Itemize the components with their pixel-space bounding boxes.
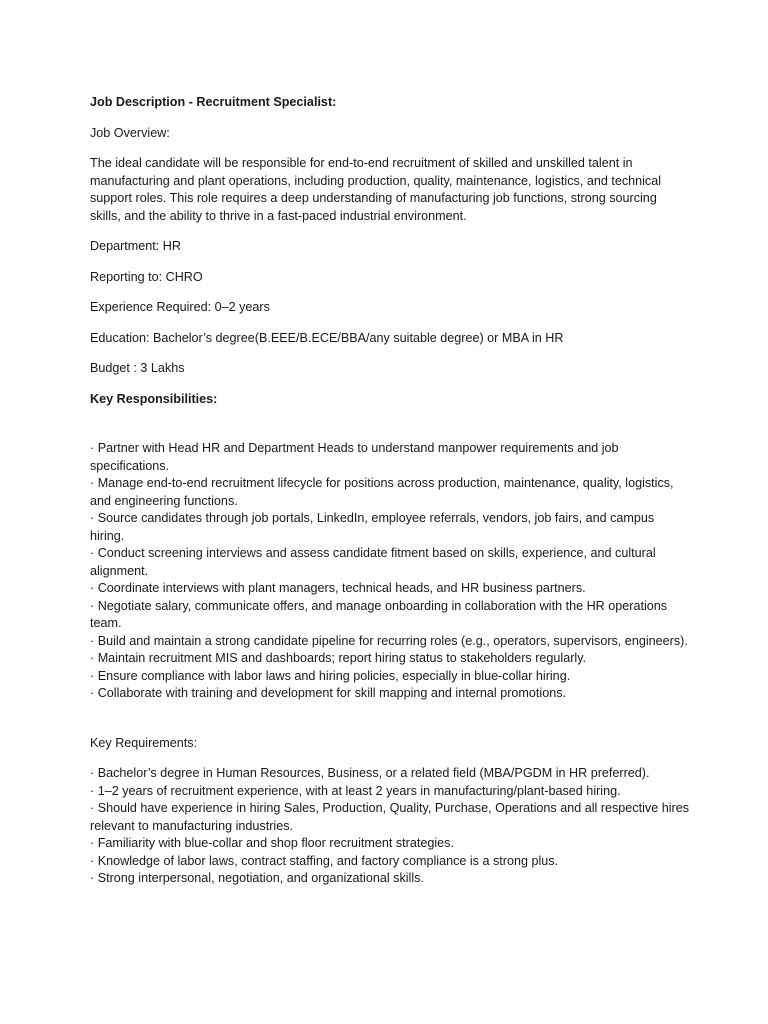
list-item: · Manage end-to-end recruitment lifecycle for positions across production, maintenance, quality, logistics, and engineering functions. <box>90 476 674 508</box>
list-item: · Negotiate salary, communicate offers, and manage onboarding in collaboration with the HR operations team. <box>90 598 668 630</box>
education-line: Education: Bachelor’s degree(B.EEE/B.ECE/BBA/any suitable degree) or MBA in HR <box>90 330 564 345</box>
requirements-list <box>90 765 690 888</box>
list-item: · Coordinate interviews with plant managers, technical heads, and HR business partners. <box>90 581 586 595</box>
list-item: · Knowledge of labor laws, contract staffing, and factory compliance is a strong plus. <box>90 853 559 868</box>
list-item: · Maintain recruitment MIS and dashboards; report hiring status to stakeholders regularly. <box>90 651 587 665</box>
document-page <box>90 94 690 888</box>
list-item: · Bachelor’s degree in Human Resources, Business, or a related field (MBA/PGDM in HR preferred). <box>90 766 650 780</box>
list-item: · Strong interpersonal, negotiation, and organizational skills. <box>90 871 424 885</box>
overview-text: The ideal candidate will be responsible for end-to-end recruitment of skilled and unskilled talent in manufacturing and plant operations, including production, quality, maintenance, logistics, and technical support roles. This role requires a deep understanding of manufacturing job functions, strong sourcing skills, and the ability to thrive in a fast-paced industrial environment. <box>90 156 662 223</box>
list-item: · Source candidates through job portals, LinkedIn, employee referrals, vendors, job fairs, and campus hiring. <box>90 511 655 543</box>
experience-line: Experience Required: 0–2 years <box>90 300 270 314</box>
list-item: · Build and maintain a strong candidate pipeline for recurring roles (e.g., operators, supervisors, engineers). <box>90 633 688 648</box>
list-item: · Should have experience in hiring Sales, Production, Quality, Purchase, Operations and all respective hires relevant to manufacturing industries. <box>90 801 689 833</box>
responsibilities-heading: Key Responsibilities: <box>90 391 218 406</box>
requirements-heading: Key Requirements: <box>90 735 198 750</box>
list-item: · Ensure compliance with labor laws and hiring policies, especially in blue-collar hiring. <box>90 668 571 683</box>
list-item: · 1–2 years of recruitment experience, with at least 2 years in manufacturing/plant-based hiring. <box>90 783 621 798</box>
department-line: Department: HR <box>90 239 181 253</box>
document-title: Job Description - Recruitment Specialist: <box>90 95 337 109</box>
budget-line: Budget : 3 Lakhs <box>90 361 185 375</box>
list-item: · Familiarity with blue-collar and shop floor recruitment strategies. <box>90 836 454 850</box>
list-item: · Collaborate with training and development for skill mapping and internal promotions. <box>90 686 567 700</box>
reporting-line: Reporting to: CHRO <box>90 269 203 284</box>
responsibilities-list <box>90 440 690 703</box>
overview-heading: Job Overview: <box>90 125 170 140</box>
list-item: · Conduct screening interviews and assess candidate fitment based on skills, experience, and cultural alignment. <box>90 546 656 578</box>
list-item: · Partner with Head HR and Department Heads to understand manpower requirements and job specifications. <box>90 441 619 473</box>
